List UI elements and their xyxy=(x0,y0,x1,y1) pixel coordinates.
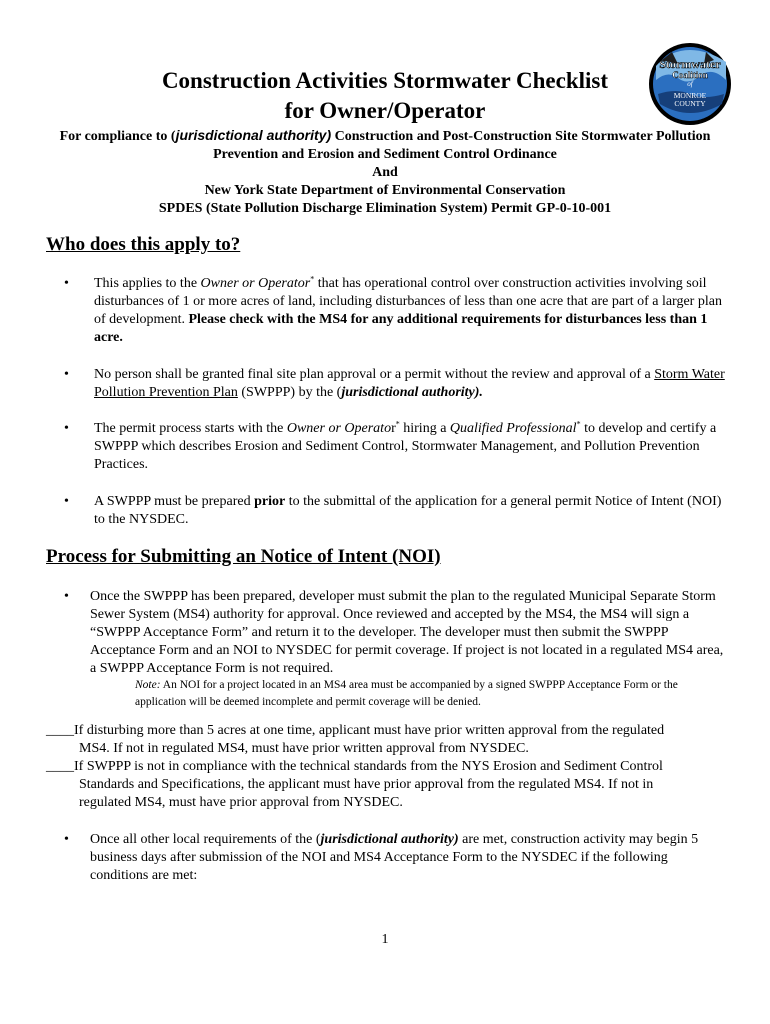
list-item-text: Once the SWPPP has been prepared, developer must submit the plan to the regulated Municipal Separate Storm Sewer System (MS4) authority for approval. Once reviewed and accepted by the MS4, the MS4 will sign a “SWPPP Acceptance Form” and return it to the developer. The developer must then submit the SWPPP Acceptance Form and an NOI to NYSDEC for permit coverage. If project is not located in a regulated MS4 area, a SWPPP Acceptance Form is not required. xyxy=(90,589,724,676)
subtitle-line2: Prevention and Erosion and Sediment Control Ordinance xyxy=(213,147,557,162)
list-item-text: Once all other local requirements of the (jurisdictional authority) are met, construction activity may begin 5 business days after submission of the NOI and MS4 Acceptance Form to the NYSDEC if the following conditions are met: xyxy=(90,832,699,883)
bullet-icon: • xyxy=(64,589,69,604)
list-item-text: No person shall be granted final site plan approval or a permit without the review and approval of a Storm Water Pollution Prevention Plan (SWPPP) by the (jurisdictional authority). xyxy=(94,367,725,400)
section-heading-who-applies: Who does this apply to? xyxy=(46,234,241,255)
subtitle-line4: New York State Department of Environmental Conservation xyxy=(204,183,566,198)
document-title-line1: Construction Activities Stormwater Checklist xyxy=(161,68,609,93)
bullet-icon: • xyxy=(64,421,69,436)
checklist-item-disturbing-5-acres[interactable]: ____If disturbing more than 5 acres at one time, applicant must have prior written approval from the regulated MS4. If not in regulated MS4, must have prior written approval from NYSDEC. xyxy=(46,723,665,756)
document-title-line2: for Owner/Operator xyxy=(284,98,486,123)
bullet-icon: • xyxy=(64,276,69,291)
note-text: Note: An NOI for a project located in an MS4 area must be accompanied by a signed SWPPP Acceptance Form or the application will be deemed incomplete and permit coverage will be denied. xyxy=(135,679,678,708)
logo-line4: MONROE xyxy=(673,91,707,100)
list-item-text: The permit process starts with the Owner or Operator* hiring a Qualified Professional* to develop and certify a SWPPP which describes Erosion and Sediment Control, Stormwater Management, and Pollution Prevention Practices. xyxy=(94,419,717,472)
subtitle-line1: For compliance to (jurisdictional authority) Construction and Post-Construction Site Stormwater Pollution xyxy=(59,127,711,144)
subtitle-line5: SPDES (State Pollution Discharge Elimination System) Permit GP-0-10-001 xyxy=(158,201,612,216)
logo-line1: Stormwater xyxy=(659,57,721,71)
list-item-text: A SWPPP must be prepared prior to the submittal of the application for a general permit Notice of Intent (NOI) to the NYSDEC. xyxy=(94,494,722,527)
logo-line3: of xyxy=(687,80,693,88)
jurisdictional-authority-text: jurisdictional authority) xyxy=(175,127,332,143)
bullet-icon: • xyxy=(64,494,69,509)
subtitle-line3: And xyxy=(372,165,398,180)
page-number: 1 xyxy=(381,932,389,947)
logo-line2: Coalition xyxy=(672,70,708,80)
checklist-item-swppp-compliance[interactable]: ____If SWPPP is not in compliance with the technical standards from the NYS Erosion and Sediment Control Standards and Specifications, the applicant must have prior approval from the regulated MS4. If not in regulated MS4, must have prior approval from NYSDEC. xyxy=(46,759,663,810)
logo-line5: COUNTY xyxy=(674,99,706,108)
list-item-text: This applies to the Owner or Operator* that has operational control over construction activities involving soil disturbances of 1 or more acres of land, including disturbances of less than one acre that are part of a larger plan of development. Please check with the MS4 for any additional requirements for disturbances less than 1 acre. xyxy=(94,274,722,345)
document-subtitle xyxy=(20,126,750,218)
bullet-icon: • xyxy=(64,832,69,847)
section-heading-noi-process: Process for Submitting an Notice of Intent (NOI) xyxy=(46,546,441,567)
bullet-icon: • xyxy=(64,367,69,382)
swppp-link-text: Storm Water Pollution Prevention Plan xyxy=(94,367,725,400)
